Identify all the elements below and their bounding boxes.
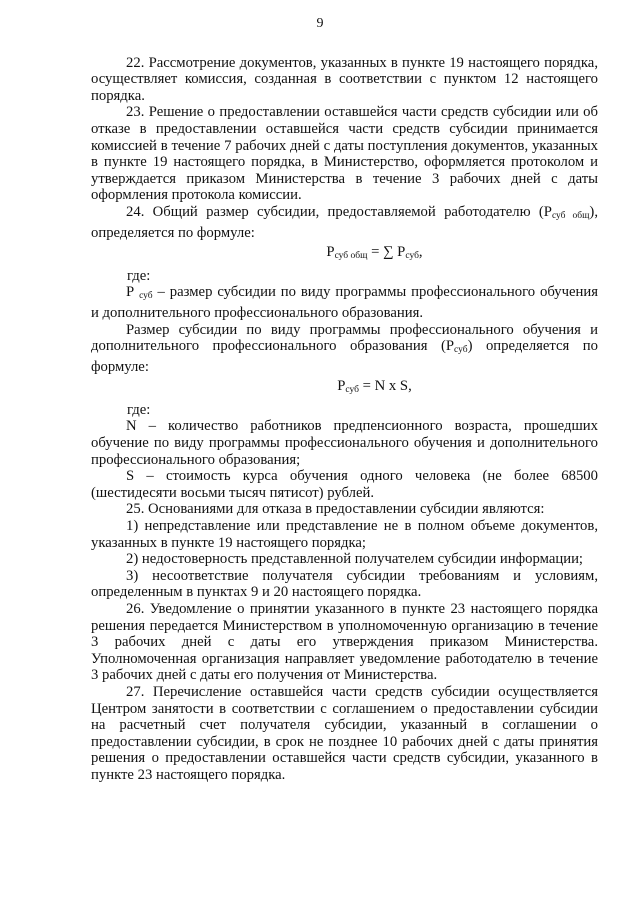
subscript: суб xyxy=(345,385,359,396)
page-number: 9 xyxy=(316,16,324,31)
paragraph-25: 25. Основаниями для отказа в предоставлении субсидии являются: xyxy=(126,501,545,518)
formula-symbol: = N x S, xyxy=(358,378,412,395)
where-label: где: xyxy=(127,267,151,284)
subscript: суб общ xyxy=(334,251,368,262)
paragraph-size-text: Размер субсидии по виду программы профессионального обучения и дополнительного профессионального образования (Р xyxy=(91,321,598,355)
paragraph-24 xyxy=(91,204,598,241)
formula-subsidy-size xyxy=(91,378,598,399)
subscript: суб xyxy=(454,345,468,356)
paragraph-size xyxy=(91,322,598,376)
definition-text: Р xyxy=(126,284,140,301)
formula-symbol: Р xyxy=(326,244,335,261)
definition-n: N – количество работников предпенсионного возраста, прошедших обучение по виду программы профессионального обучения и дополнительного профессионального образования; xyxy=(91,418,598,468)
paragraph-23: 23. Решение о предоставлении оставшейся части средств субсидии или об отказе в предоставлении оставшейся части средств субсидии принимается комиссией в течение 7 рабочих дней с даты поступления документов, указанных в пункте 19 настоящего порядка, в Министерство, оформляется протоколом и утверждается приказом Министерства в течение 3 рабочих дней с даты оформления протокола комиссии. xyxy=(91,104,598,204)
definition-psub xyxy=(91,284,598,321)
subscript: суб xyxy=(405,251,419,262)
formula-symbol: Р xyxy=(337,378,346,395)
paragraph-size-text-end: ) определяется по формуле: xyxy=(91,338,599,375)
paragraph-27: 27. Перечисление оставшейся части средств субсидии осуществляется Центром занятости в соответствии с соглашением о предоставлении субсидии на расчетный счет получателя субсидии, указанный в соглашении о предоставлении субсидии, в срок не позднее 10 рабочих дней с даты принятия решения о предоставлении оставшейся части средств субсидии, указанного в пункте 23 настоящего порядка. xyxy=(91,683,598,783)
paragraph-26: 26. Уведомление о принятии указанного в пункте 23 настоящего порядка решения передается Министерством в уполномоченную организацию в течение 3 рабочих дней с даты его утверждения приказом Министерства. Уполномоченная организация направляет уведомление работодателю в течение 3 рабочих дней с даты его получения от Министерства. xyxy=(91,601,598,684)
where-label: где: xyxy=(127,401,151,418)
definition-text-end: – размер субсидии по виду программы профессионального обучения и дополнительного профессионального образования. xyxy=(91,284,598,321)
formula-total-subsidy xyxy=(91,244,598,265)
list-item: 3) несоответствие получателя субсидии требованиям и условиям, определенным в пунктах 9 и 20 настоящего порядка. xyxy=(91,567,598,601)
list-item: 2) недостоверность представленной получателем субсидии информации; xyxy=(126,551,584,568)
paragraph-22: 22. Рассмотрение документов, указанных в пункте 19 настоящего порядка, осуществляет комиссия, созданная в соответствии с пунктом 12 настоящего порядка. xyxy=(91,54,598,104)
definition-s: S – стоимость курса обучения одного человека (не более 68500 (шестидесяти восьми тысяч пятисот) рублей. xyxy=(91,468,598,501)
paragraph-24-text-end: ), определяется по формуле: xyxy=(91,203,598,241)
list-item: 1) непредставление или представление не в полном объеме документов, указанных в пункте 19 настоящего порядка; xyxy=(91,518,598,551)
subscript: суб xyxy=(139,291,153,302)
formula-symbol: , xyxy=(418,244,423,261)
paragraph-24-text: 24. Общий размер субсидии, предоставляемой работодателю (Р xyxy=(126,203,552,220)
formula-symbol: = ∑ Р xyxy=(367,244,406,261)
subscript: суб общ xyxy=(551,210,590,221)
